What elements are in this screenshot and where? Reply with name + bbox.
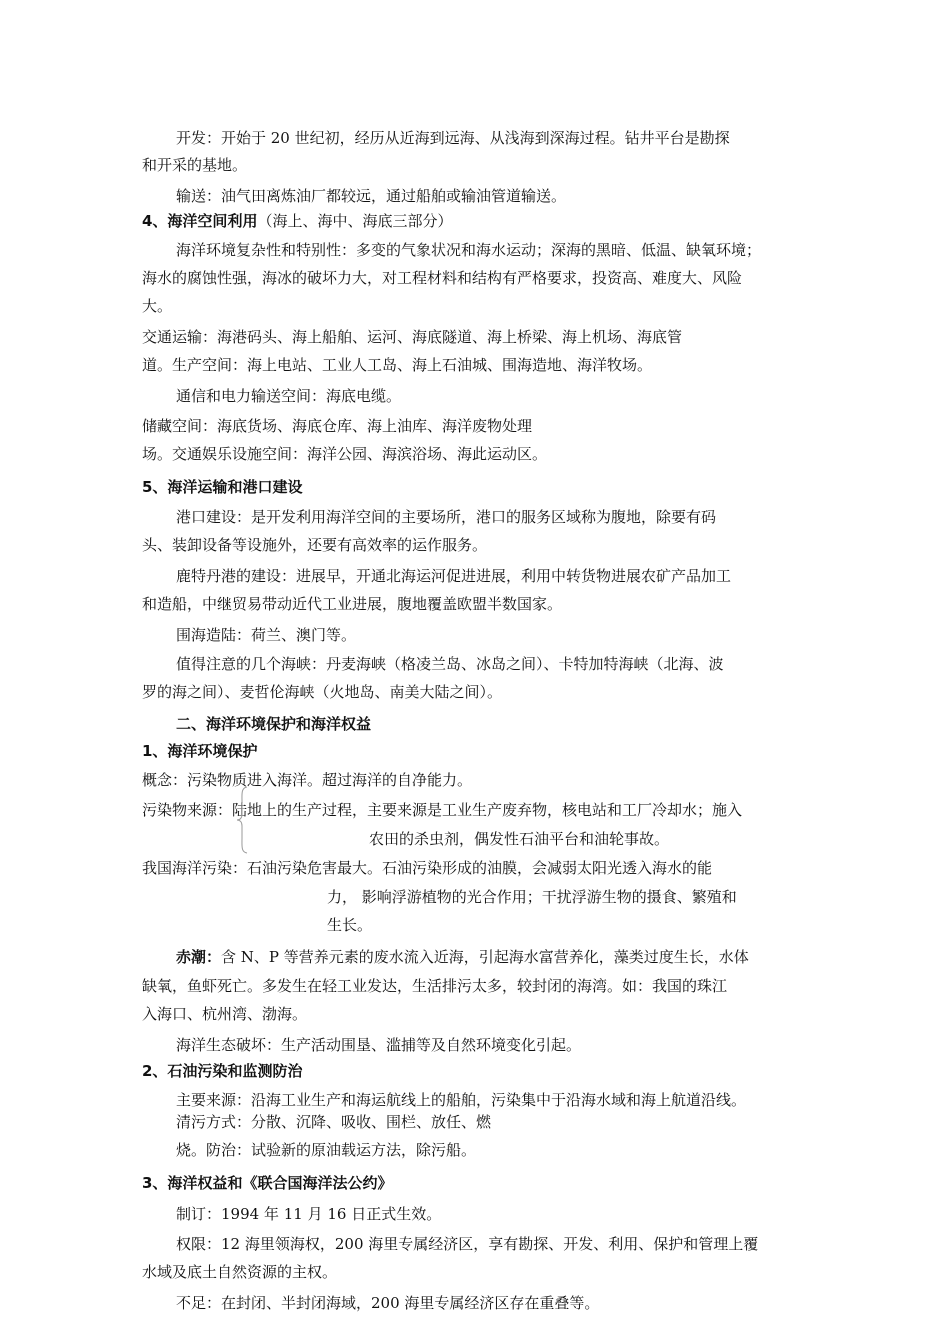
paragraph: 主要来源：沿海工业生产和海运航线上的船舶，污染集中于沿海水域和海上航道沿线。 <box>176 1091 747 1109</box>
brace-icon <box>236 786 248 854</box>
paragraph: 权限：12 海里领海权，200 海里专属经济区，享有勘探、开发、利用、保护和管理上覆 <box>176 1235 759 1253</box>
paragraph: 和开采的基地。 <box>142 156 248 174</box>
section-heading: 5、海洋运输和港口建设 <box>142 478 303 496</box>
term-label: 赤潮： <box>176 948 222 966</box>
paragraph: 开发：开始于 20 世纪初，经历从近海到远海、从浅海到深海过程。钻井平台是勘探 <box>176 129 730 147</box>
paragraph: 生长。 <box>327 916 373 934</box>
heading-note: （海上、海中、海底三部分） <box>257 212 453 230</box>
paragraph: 我国海洋污染：石油污染危害最大。石油污染形成的油膜，会减弱太阳光透入海水的能 <box>142 859 713 877</box>
paragraph: 力， 影响浮游植物的光合作用；干扰浮游生物的摄食、繁殖和 <box>327 888 737 906</box>
paragraph: 场。交通娱乐设施空间：海洋公园、海滨浴场、海此运动区。 <box>142 445 548 463</box>
paragraph: 污染物来源：陆地上的生产过程，主要来源是工业生产废弃物，核电站和工厂冷却水；施入 <box>142 801 743 819</box>
paragraph: 储藏空间：海底货场、海底仓库、海上油库、海洋废物处理 <box>142 417 533 435</box>
paragraph: 值得注意的几个海峡：丹麦海峡（格凌兰岛、冰岛之间）、卡特加特海峡（北海、波 <box>176 655 724 673</box>
paragraph: 通信和电力输送空间：海底电缆。 <box>176 387 402 405</box>
paragraph: 制订：1994 年 11 月 16 日正式生效。 <box>176 1205 442 1223</box>
paragraph: 海洋环境复杂性和特别性：多变的气象状况和海水运动；深海的黑暗、低温、缺氧环境； <box>176 241 762 259</box>
paragraph: 头、装卸设备等设施外，还要有高效率的运作服务。 <box>142 536 488 554</box>
paragraph: 围海造陆：荷兰、澳门等。 <box>176 626 357 644</box>
paragraph: 概念：污染物质进入海洋。超过海洋的自净能力。 <box>142 771 473 789</box>
paragraph: 清污方式：分散、沉降、吸收、围栏、放任、燃 <box>176 1113 492 1131</box>
paragraph: 入海口、杭州湾、渤海。 <box>142 1005 308 1023</box>
paragraph: 鹿特丹港的建设：进展早，开通北海运河促进进展，利用中转货物进展农矿产品加工 <box>176 567 732 585</box>
paragraph: 海水的腐蚀性强，海冰的破坏力大，对工程材料和结构有严格要求，投资高、难度大、风险 <box>142 269 743 287</box>
section-heading: 2、石油污染和监测防治 <box>142 1062 303 1080</box>
paragraph: 输送：油气田离炼油厂都较远，通过船舶或输油管道输送。 <box>176 187 567 205</box>
heading-text: 4、海洋空间利用 <box>142 212 258 230</box>
paragraph: 交通运输：海港码头、海上船舶、运河、海底隧道、海上桥梁、海上机场、海底管 <box>142 328 683 346</box>
paragraph: 和造船，中继贸易带动近代工业进展，腹地覆盖欧盟半数国家。 <box>142 595 563 613</box>
paragraph: 海洋生态破坏：生产活动围垦、滥捕等及自然环境变化引起。 <box>176 1036 582 1054</box>
paragraph: 道。生产空间：海上电站、工业人工岛、海上石油城、围海造地、海洋牧场。 <box>142 356 653 374</box>
section-heading: 3、海洋权益和《联合国海洋法公约》 <box>142 1174 393 1192</box>
paragraph: 烧。防治：试验新的原油载运方法，除污船。 <box>176 1141 477 1159</box>
paragraph: 大。 <box>142 297 173 315</box>
paragraph: 水域及底土自然资源的主权。 <box>142 1263 338 1281</box>
paragraph: 缺氧，鱼虾死亡。多发生在轻工业发达，生活排污太多，较封闭的海湾。如：我国的珠江 <box>142 977 728 995</box>
paragraph: 不足：在封闭、半封闭海域，200 海里专属经济区存在重叠等。 <box>176 1294 600 1312</box>
section-heading <box>142 211 452 231</box>
chapter-heading: 二、海洋环境保护和海洋权益 <box>176 715 372 733</box>
paragraph: 农田的杀虫剂，偶发性石油平台和油轮事故。 <box>369 830 670 848</box>
term-text: 含 N、P 等营养元素的废水流入近海，引起海水富营养化，藻类过度生长，水体 <box>221 948 749 966</box>
paragraph <box>176 947 749 967</box>
paragraph: 罗的海之间）、麦哲伦海峡（火地岛、南美大陆之间）。 <box>142 683 503 701</box>
paragraph: 港口建设：是开发利用海洋空间的主要场所，港口的服务区域称为腹地，除要有码 <box>176 508 717 526</box>
section-heading: 1、海洋环境保护 <box>142 742 258 760</box>
